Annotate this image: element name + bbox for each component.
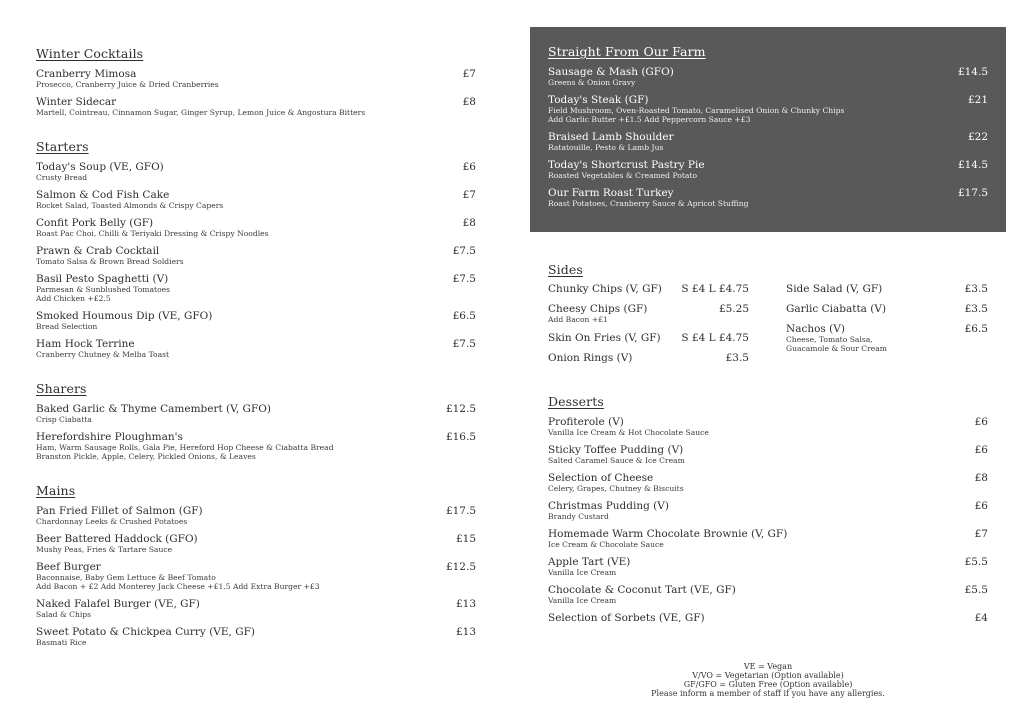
- item-name: Basil Pesto Spaghetti (V): [36, 273, 169, 285]
- menu-item: [548, 94, 988, 124]
- item-price: £6: [974, 444, 988, 456]
- item-price: £8: [974, 472, 988, 484]
- item-desc: Parmesan & Sunblushed Tomatoes: [36, 285, 171, 294]
- menu-item: [36, 189, 476, 210]
- item-price: £6: [462, 161, 476, 173]
- item-name: Christmas Pudding (V): [548, 500, 669, 512]
- item-desc-extra: Add Bacon + £2 Add Monterey Jack Cheese +£1.5 Add Extra Burger +£3: [36, 582, 320, 591]
- item-price: £21: [967, 94, 988, 106]
- item-price: £22: [967, 131, 988, 143]
- item-desc: Tomato Salsa & Brown Bread Soldiers: [36, 257, 184, 266]
- item-price: £7.5: [452, 245, 476, 257]
- item-name: Today's Steak (GF): [548, 94, 649, 106]
- menu-item: [548, 584, 988, 605]
- section-title: Sharers: [36, 381, 87, 396]
- item-desc: Prosecco, Cranberry Juice & Dried Cranberries: [36, 80, 219, 89]
- item-price: £13: [455, 598, 476, 610]
- item-name: Our Farm Roast Turkey: [548, 187, 674, 199]
- item-name: Selection of Cheese: [548, 472, 654, 484]
- item-price: £6.5: [452, 310, 476, 322]
- item-desc: Vanilla Ice Cream: [548, 568, 617, 577]
- item-price: £17.5: [445, 505, 476, 517]
- section-title: Winter Cocktails: [36, 46, 144, 61]
- item-name: Onion Rings (V): [548, 352, 633, 364]
- item-price: £13: [455, 626, 476, 638]
- item-desc: Mushy Peas, Fries & Tartare Sauce: [36, 545, 173, 554]
- menu-item: [548, 500, 988, 521]
- section-title: Mains: [36, 483, 76, 498]
- item-name: Naked Falafel Burger (VE, GF): [36, 598, 200, 610]
- item-desc-extra: Add Garlic Butter +£1.5 Add Peppercorn Sauce +£3: [548, 115, 751, 124]
- item-desc: Cranberry Chutney & Melba Toast: [36, 350, 170, 359]
- item-price: £12.5: [445, 403, 476, 415]
- item-price: £6: [974, 500, 988, 512]
- item-price: £16.5: [445, 431, 476, 443]
- section-desserts: [548, 394, 988, 631]
- menu-item: [36, 245, 476, 266]
- menu-item: [548, 66, 988, 87]
- section-sharers: [36, 381, 476, 461]
- menu-item: [548, 416, 988, 437]
- item-desc: Greens & Onion Gravy: [548, 78, 636, 87]
- menu-item: [36, 68, 476, 89]
- menu-item: [548, 159, 988, 180]
- item-price: £7.5: [452, 273, 476, 285]
- menu-item: [36, 403, 476, 424]
- item-name: Prawn & Crab Cocktail: [36, 245, 160, 257]
- legend-line: V/VO = Vegetarian (Option available): [692, 671, 844, 680]
- item-price: £15: [455, 533, 476, 545]
- item-price: £14.5: [957, 66, 988, 78]
- section-winter-cocktails: [36, 46, 476, 117]
- item-name: Smoked Houmous Dip (VE, GFO): [36, 310, 213, 322]
- item-desc: Vanilla Ice Cream & Hot Chocolate Sauce: [548, 428, 709, 437]
- section-title: Sides: [548, 262, 583, 277]
- item-desc: Roast Potatoes, Cranberry Sauce & Apricot Stuffing: [548, 199, 749, 208]
- item-price: £6: [974, 416, 988, 428]
- item-price: £7.5: [452, 338, 476, 350]
- menu-item: [36, 431, 476, 461]
- menu-item: [548, 528, 988, 549]
- side-item: [548, 283, 749, 295]
- item-desc: Cheese, Tomato Salsa,: [786, 335, 873, 344]
- section-title: Starters: [36, 139, 89, 154]
- item-name: Confit Pork Belly (GF): [36, 217, 154, 229]
- item-desc: Crisp Ciabatta: [36, 415, 92, 424]
- section-starters: [36, 139, 476, 359]
- item-name: Chocolate & Coconut Tart (VE, GF): [548, 584, 736, 596]
- item-name: Homemade Warm Chocolate Brownie (V, GF): [548, 528, 788, 540]
- item-price: £7: [974, 528, 988, 540]
- left-column: [36, 46, 476, 654]
- item-price: £14.5: [957, 159, 988, 171]
- menu-item: [548, 444, 988, 465]
- item-price: £8: [462, 96, 476, 108]
- item-name: Profiterole (V): [548, 416, 624, 428]
- item-desc: Celery, Grapes, Chutney & Biscuits: [548, 484, 684, 493]
- item-desc: Ratatouille, Pesto & Lamb Jus: [548, 143, 664, 152]
- allergy-notice: Please inform a member of staff if you have any allergies.: [651, 689, 885, 698]
- menu-item: [36, 626, 476, 647]
- menu-item: [36, 310, 476, 331]
- item-name: Selection of Sorbets (VE, GF): [548, 612, 705, 624]
- item-desc: Salad & Chips: [36, 610, 92, 619]
- item-name: Side Salad (V, GF): [786, 283, 883, 295]
- item-name: Cheesy Chips (GF): [548, 303, 648, 315]
- item-name: Beef Burger: [36, 561, 101, 573]
- item-price: £7: [462, 189, 476, 201]
- item-name: Today's Shortcrust Pastry Pie: [548, 159, 705, 171]
- menu-item: [36, 505, 476, 526]
- menu-item: [36, 161, 476, 182]
- item-name: Braised Lamb Shoulder: [548, 131, 674, 143]
- item-price: £6.5: [964, 323, 988, 335]
- item-desc-extra: Guacamole & Sour Cream: [786, 344, 887, 353]
- item-name: Salmon & Cod Fish Cake: [36, 189, 170, 201]
- legend-line: VE = Vegan: [743, 662, 793, 671]
- menu-item: [36, 533, 476, 554]
- item-name: Ham Hock Terrine: [36, 338, 135, 350]
- section-title: Desserts: [548, 394, 604, 409]
- item-price: £5.5: [964, 584, 988, 596]
- item-desc: Field Mushroom, Oven-Roasted Tomato, Caramelised Onion & Chunky Chips: [548, 106, 845, 115]
- item-name: Skin On Fries (V, GF): [548, 332, 661, 344]
- menu-item: [36, 273, 476, 303]
- side-item: [786, 323, 988, 353]
- item-name: Sticky Toffee Pudding (V): [548, 444, 684, 456]
- item-desc: Chardonnay Leeks & Crushed Potatoes: [36, 517, 188, 526]
- item-desc-extra: Branston Pickle, Apple, Celery, Pickled Onions, & Leaves: [36, 452, 256, 461]
- item-price: £5.25: [718, 303, 749, 315]
- item-price: £4: [974, 612, 988, 624]
- item-price: £3.5: [964, 303, 988, 315]
- item-desc: Roasted Vegetables & Creamed Potato: [548, 171, 698, 180]
- item-desc: Brandy Custard: [548, 512, 609, 521]
- item-price: £17.5: [957, 187, 988, 199]
- side-item: [786, 283, 988, 295]
- item-price: £5.5: [964, 556, 988, 568]
- item-desc: Basmati Rice: [36, 638, 87, 647]
- menu-item: [36, 598, 476, 619]
- item-price: S £4 L £4.75: [681, 283, 749, 295]
- item-name: Pan Fried Fillet of Salmon (GF): [36, 505, 203, 517]
- item-price: £8: [462, 217, 476, 229]
- item-price: £3.5: [725, 352, 749, 364]
- menu-item: [36, 561, 476, 591]
- menu-item: [36, 96, 476, 117]
- item-desc: Roast Pac Choi, Chilli & Teriyaki Dressing & Crispy Noodles: [36, 229, 269, 238]
- menu-item: [548, 556, 988, 577]
- menu-item: [548, 612, 988, 624]
- item-name: Beer Battered Haddock (GFO): [36, 533, 198, 545]
- side-item: [548, 303, 749, 324]
- item-desc: Crusty Bread: [36, 173, 88, 182]
- item-desc: Ham, Warm Sausage Rolls, Gala Pie, Hereford Hop Cheese & Ciabatta Bread: [36, 443, 334, 452]
- section-mains: [36, 483, 476, 647]
- legend-line: GF/GFO = Gluten Free (Option available): [683, 680, 853, 689]
- dietary-legend: [548, 662, 988, 698]
- item-name: Nachos (V): [786, 323, 845, 335]
- item-desc-extra: Add Chicken +£2.5: [36, 294, 111, 303]
- section-title: Straight From Our Farm: [548, 44, 706, 59]
- item-name: Winter Sidecar: [36, 96, 117, 108]
- item-desc: Add Bacon +£1: [548, 315, 608, 324]
- item-name: Today's Soup (VE, GFO): [36, 161, 164, 173]
- menu-item: [548, 131, 988, 152]
- item-desc: Martell, Cointreau, Cinnamon Sugar, Ginger Syrup, Lemon Juice & Angostura Bitters: [36, 108, 366, 117]
- item-desc: Vanilla Ice Cream: [548, 596, 617, 605]
- side-item: [548, 332, 749, 344]
- item-desc: Bread Selection: [36, 322, 98, 331]
- item-name: Baked Garlic & Thyme Camembert (V, GFO): [36, 403, 271, 415]
- item-price: £12.5: [445, 561, 476, 573]
- item-name: Garlic Ciabatta (V): [786, 303, 887, 315]
- side-item: [786, 303, 988, 315]
- item-desc: Rocket Salad, Toasted Almonds & Crispy Capers: [36, 201, 224, 210]
- item-price: £3.5: [964, 283, 988, 295]
- item-desc: Salted Caramel Sauce & Ice Cream: [548, 456, 685, 465]
- menu-item: [36, 338, 476, 359]
- item-name: Apple Tart (VE): [548, 556, 631, 568]
- item-desc: Ice Cream & Chocolate Sauce: [548, 540, 664, 549]
- item-name: Sausage & Mash (GFO): [548, 66, 674, 78]
- side-item: [548, 352, 749, 364]
- menu-item: [36, 217, 476, 238]
- item-price: S £4 L £4.75: [681, 332, 749, 344]
- item-name: Sweet Potato & Chickpea Curry (VE, GF): [36, 626, 255, 638]
- menu-item: [548, 187, 988, 208]
- section-sides: [548, 262, 988, 372]
- item-name: Chunky Chips (V, GF): [548, 283, 662, 295]
- menu-item: [548, 472, 988, 493]
- item-name: Cranberry Mimosa: [36, 68, 137, 80]
- item-desc: Baconnaise, Baby Gem Lettuce & Beef Tomato: [36, 573, 216, 582]
- item-price: £7: [462, 68, 476, 80]
- item-name: Herefordshire Ploughman's: [36, 431, 183, 443]
- farm-panel: [530, 27, 1006, 232]
